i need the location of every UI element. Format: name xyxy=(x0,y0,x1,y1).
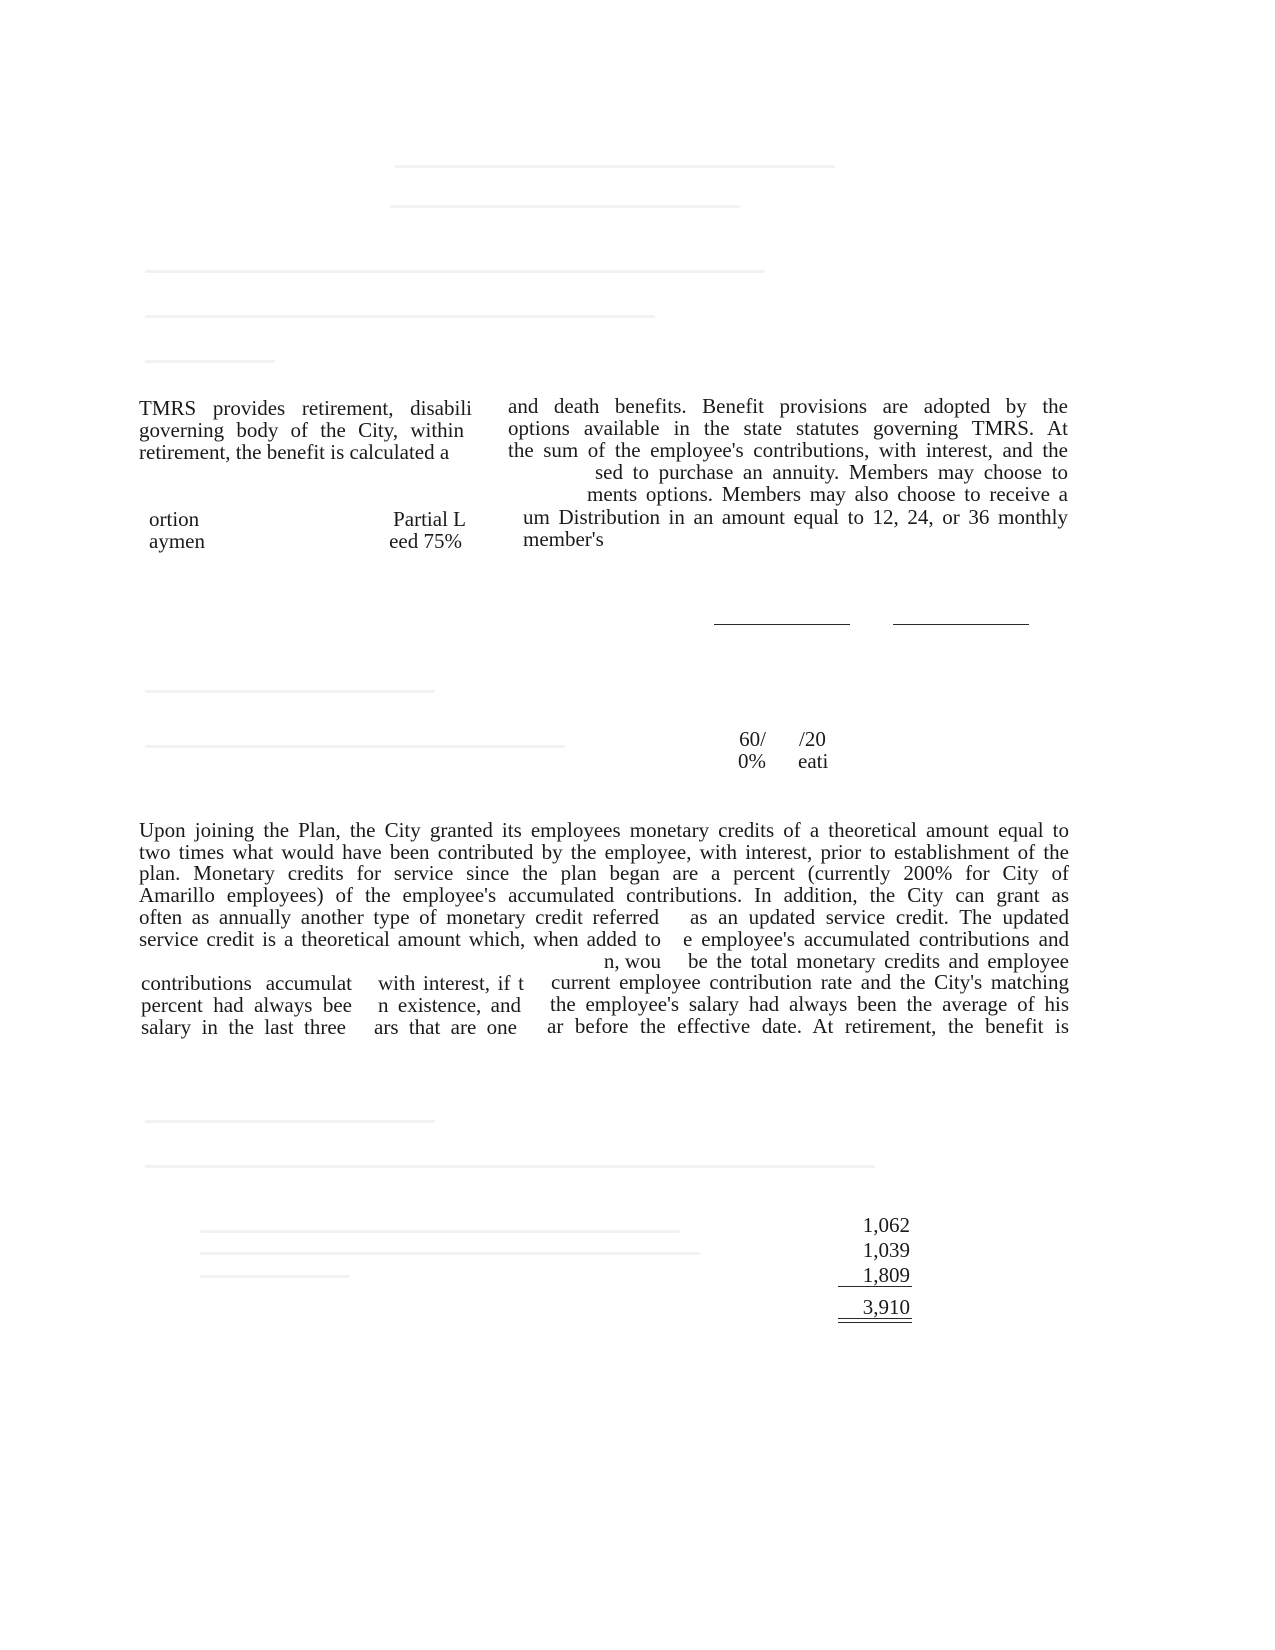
text-line: be the total monetary credits and employee xyxy=(688,949,1069,973)
figure-value: 1,062 xyxy=(862,1213,910,1237)
text-fragment: eed 75% xyxy=(389,529,462,553)
text-fragment: percent had always bee xyxy=(141,993,352,1017)
figure-total: 3,910 xyxy=(862,1295,910,1319)
text-line: two times what would have been contributed by the employee, with interest, prior to establishment of the xyxy=(139,840,1069,864)
table-cell: eati xyxy=(798,749,829,773)
text-line: TMRS provides retirement, disabili xyxy=(139,396,472,420)
text-fragment: n existence, and xyxy=(378,993,521,1017)
text-line: options available in the state statutes governing TMRS. At xyxy=(508,416,1068,440)
text-fragment: contributions accumulat xyxy=(141,971,352,995)
figure-value: 1,039 xyxy=(862,1238,910,1262)
table-cell: 60/ xyxy=(739,727,766,751)
text-line: um Distribution in an amount equal to 12, 24, or 36 monthly xyxy=(523,505,1068,529)
table-cell: /20 xyxy=(799,727,826,751)
text-fragment: salary in the last three xyxy=(141,1015,346,1039)
text-line: current employee contribution rate and the City's matching xyxy=(551,970,1069,994)
total-double-rule xyxy=(838,1322,912,1323)
text-fragment: with interest, if t xyxy=(378,971,524,995)
text-line: governing body of the City, within xyxy=(139,418,464,442)
text-line: as an updated service credit. The updated xyxy=(690,905,1069,929)
text-line: member's xyxy=(523,527,604,551)
text-line: ar before the effective date. At retirement, the benefit is xyxy=(547,1014,1069,1038)
text-line: often as annually another type of monetary credit referred xyxy=(139,905,659,929)
total-double-rule xyxy=(838,1318,912,1319)
table-cell: 0% xyxy=(738,749,766,773)
text-fragment: ars that are one xyxy=(374,1015,517,1039)
text-fragment: ortion xyxy=(149,507,200,531)
text-fragment: aymen xyxy=(149,529,205,553)
text-line: Upon joining the Plan, the City granted its employees monetary credits of a theoretical amount equal to xyxy=(139,818,1069,842)
text-line: Amarillo employees) of the employee's accumulated contributions. In addition, the City can grant as xyxy=(139,883,1069,907)
text-line: ments options. Members may also choose to receive a xyxy=(587,482,1068,506)
subtotal-rule xyxy=(838,1286,912,1287)
text-line: e employee's accumulated contributions and xyxy=(683,927,1069,951)
text-line: and death benefits. Benefit provisions are adopted by the xyxy=(508,394,1068,418)
figure-value: 1,809 xyxy=(862,1263,910,1287)
text-fragment: n, wou xyxy=(603,949,661,973)
text-line: retirement, the benefit is calculated a xyxy=(139,440,450,464)
text-line: plan. Monetary credits for service since the plan began are a percent (currently 200% for City of xyxy=(139,861,1069,885)
column-header-rule xyxy=(893,624,1029,625)
text-line: sed to purchase an annuity. Members may choose to xyxy=(595,460,1068,484)
text-fragment: Partial L xyxy=(393,507,466,531)
text-line: the sum of the employee's contributions, with interest, and the xyxy=(508,438,1068,462)
column-header-rule xyxy=(714,624,850,625)
text-line: service credit is a theoretical amount which, when added to xyxy=(139,927,661,951)
text-line: the employee's salary had always been the average of his xyxy=(550,992,1069,1016)
